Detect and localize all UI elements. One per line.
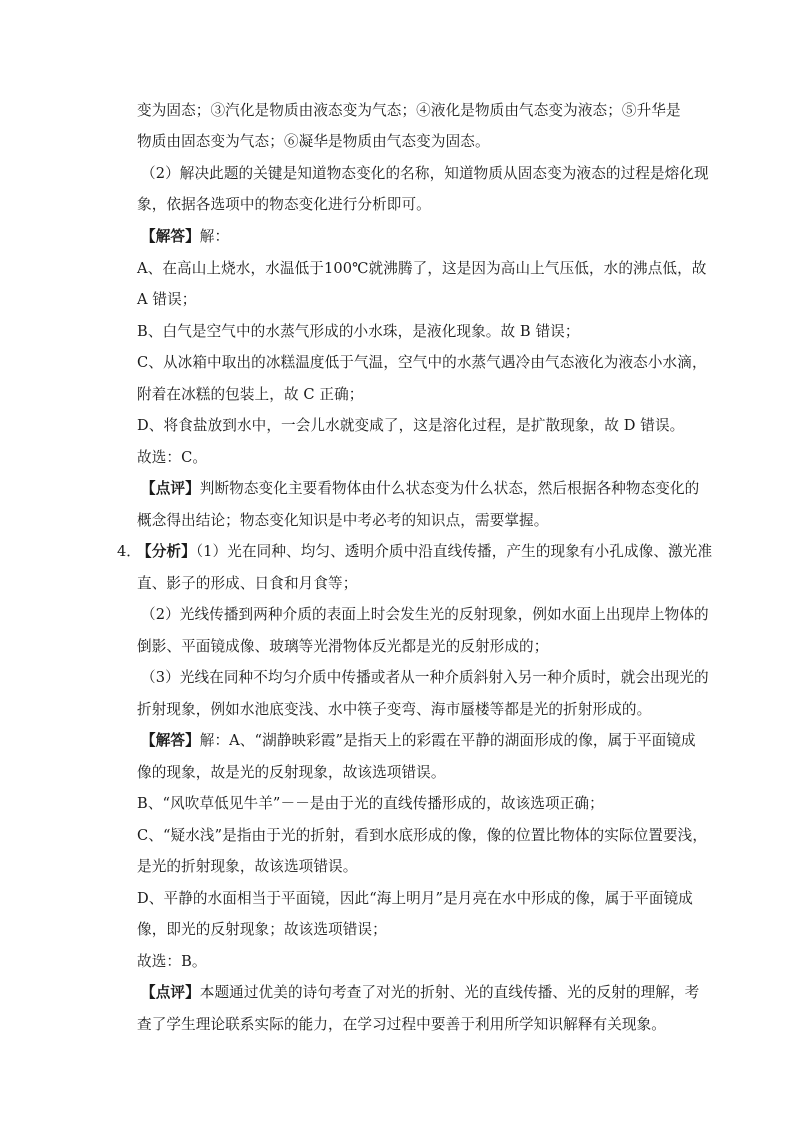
comment-line [141,978,700,1008]
comment-tag: 【点评】 [141,984,200,1001]
text-line: D、将食盐放到水中，一会儿水就变咸了，这是溶化过程，是扩散现象，故 D 错误。 [137,417,685,434]
analysis-text: （1）光在同种、均匀、透明介质中沿直线传播，产生的现象有小孔成像、激光准 [195,543,713,560]
comment-line [141,474,700,504]
text-line: 附着在冰糕的包装上，故 C 正确； [137,386,364,403]
text-line: 像的现象，故是光的反射现象，故该选项错误。 [137,764,446,781]
analysis-tag: 【分析】 [137,543,196,560]
text-line: 是光的折射现象，故该选项错误。 [137,858,358,875]
text-line: 折射现象，例如水池底变浅、水中筷子变弯、海市蜃楼等都是光的折射形成的。 [137,701,652,718]
text-line: 物质由固态变为气态；⑥凝华是物质由气态变为固态。 [137,133,490,150]
text-line: 象，依据各选项中的物态变化进行分析即可。 [137,196,431,213]
text-line: 变为固态；③汽化是物质由液态变为气态；④液化是物质由气态变为液态；⑤升华是 [137,102,681,119]
answer-tag: 【解答】 [141,228,200,245]
comment-tag: 【点评】 [141,480,200,497]
text-line: B、“风吹草低见牛羊”－－是由于光的直线传播形成的，故该选项正确； [137,795,604,812]
text-line: 像，即光的反射现象；故该选项错误； [137,921,387,938]
text-line: C、从冰箱中取出的冰糕温度低于气温，空气中的水蒸气遇冷由气态液化为液态小水滴， [137,354,707,371]
text-line: 倒影、平面镜成像、玻璃等光滑物体反光都是光的反射形成的； [137,638,549,655]
text-line: A、在高山上烧水，水温低于100℃就沸腾了，这是因为高山上气压低，水的沸点低，故 [137,260,707,277]
answer-text: 解：A、“湖静映彩霞”是指天上的彩霞在平静的湖面形成的像，属于平面镜成 [199,732,696,749]
answer-tag: 【解答】 [141,732,200,749]
analysis-line [137,537,713,567]
text-line: （2）光线传播到两种介质的表面上时会发生光的反射现象，例如水面上出现岸上物体的 [141,606,709,623]
text-line: D、平静的水面相当于平面镜，因此“海上明月”是月亮在水中形成的像，属于平面镜成 [137,890,693,907]
answer-text: 解： [199,228,230,245]
text-line: （2）解决此题的关键是知道物态变化的名称，知道物质从固态变为液态的过程是熔化现 [141,165,709,182]
answer-line [141,726,696,756]
comment-text: 判断物态变化主要看物体由什么状态变为什么状态，然后根据各种物态变化的 [199,480,700,497]
comment-text: 本题通过优美的诗句考查了对光的折射、光的直线传播、光的反射的理解，考 [199,984,700,1001]
text-line: A 错误； [137,291,197,308]
question-number: 4． [117,543,141,560]
text-line: 故选：C。 [137,449,208,466]
answer-line [141,222,681,252]
text-line: 故选：B。 [137,953,207,970]
text-line: 概念得出结论；物态变化知识是中考必考的知识点，需要掌握。 [137,512,549,529]
text-line: B、白气是空气中的水蒸气形成的小水珠，是液化现象。故 B 错误； [137,323,580,340]
text-line: C、“疑水浅”是指由于光的折射，看到水底形成的像，像的位置比物体的实际位置要浅， [137,827,708,844]
text-line: 直、影子的形成、日食和月食等； [137,575,358,592]
text-line: （3）光线在同种不均匀介质中传播或者从一种介质斜射入另一种介质时，就会出现光的 [141,669,709,686]
text-line: 查了学生理论联系实际的能力，在学习过程中要善于利用所学知识解释有关现象。 [137,1016,666,1033]
